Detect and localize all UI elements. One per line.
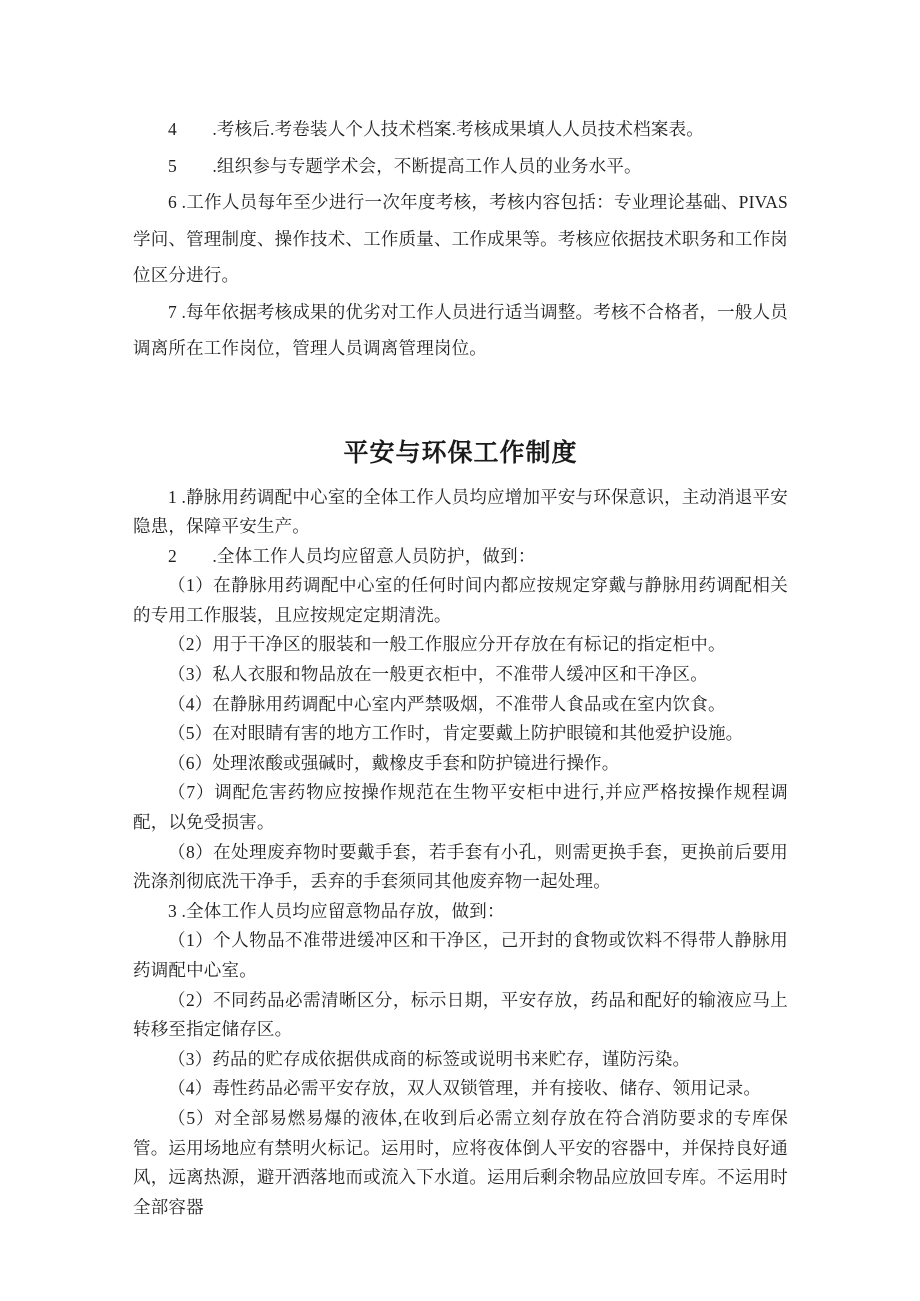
safety-item-2-sub-4: （4）在静脉用药调配中心室内严禁吸烟，不准带人食品或在室内饮食。 — [168, 693, 726, 714]
safety-item-2-sub-2: （2）用于干净区的服装和一般工作服应分开存放在有标记的指定柜中。 — [168, 634, 726, 655]
safety-item-3-sub-3: （3）药品的贮存成依据供成商的标签或说明书来贮存，谨防污染。 — [168, 1048, 691, 1069]
safety-item-3-sub-4: （4）毒性药品必需平安存放，双人双锁管理，并有接收、储存、领用记录。 — [168, 1078, 762, 1099]
assessment-section — [133, 111, 788, 367]
safety-item-3-sub-1: （1）个人物品不准带进缓冲区和干净区，己开封的食物或饮料不得带人静脉用药调配中心室。 — [133, 930, 788, 980]
safety-item-2-sub-3: （3）私人衣服和物品放在一般更衣柜中，不准带人缓冲区和干净区。 — [168, 664, 708, 685]
assessment-item-6: 6 .工作人员每年至少进行一次年度考核，考核内容包括：专业理论基础、PIVAS学问、管理制度、操作技术、工作质量、工作成果等。考核应依据技术职务和工作岗位区分进行。 — [133, 192, 788, 285]
safety-section — [133, 437, 788, 1223]
safety-item-2-sub-8: （8）在处理废弃物时要戴手套，若手套有小孔，则需更换手套，更换前后要用洗涤剂彻底洗干净手，丢弃的手套须同其他废弃物一起处理。 — [133, 841, 788, 892]
safety-section-heading: 平安与环保工作制度 — [343, 439, 578, 467]
assessment-item-7: 7 .每年依据考核成果的优劣对工作人员进行适当调整。考核不合格者，一般人员调离所在工作岗位，管理人员调离管理岗位。 — [133, 301, 788, 358]
safety-item-2-sub-1: （1）在静脉用药调配中心室的任何时间内都应按规定穿戴与静脉用药调配相关的专用工作服装，且应按规定定期清洗。 — [133, 575, 788, 625]
safety-item-3: 3 .全体工作人员均应留意物品存放，做到： — [168, 900, 505, 921]
safety-item-3-sub-2: （2）不同药品必需清晰区分，标示日期，平安存放，药品和配好的输液应马上转移至指定储存区。 — [133, 989, 788, 1040]
assessment-item-4: 4 .考核后.考卷装人个人技术档案.考核成果填人人员技术档案表。 — [168, 119, 704, 139]
safety-item-2-sub-7: （7）调配危害药物应按操作规范在生物平安柜中进行,并应严格按操作规程调配，以免受损害。 — [133, 782, 788, 833]
document-content — [133, 0, 788, 1222]
safety-item-2: 2 .全体工作人员均应留意人员防护，做到： — [168, 545, 536, 566]
assessment-item-5: 5 .组织参与专题学术会，不断提高工作人员的业务水平。 — [168, 155, 642, 176]
safety-item-1: 1 .静脉用药调配中心室的全体工作人员均应增加平安与环保意识，主动消退平安隐患，保障平安生产。 — [133, 486, 788, 537]
safety-item-2-sub-6: （6）处理浓酸或强碱时，戴橡皮手套和防护镜进行操作。 — [168, 752, 620, 773]
safety-item-3-sub-5: （5）对全部易燃易爆的液体,在收到后必需立刻存放在符合消防要求的专库保管。运用场地应有禁明火标记。运用时，应将夜体倒人平安的容器中，并保持良好通风，远离热源，避开洒落地而或流入下水道。运用后剩余物品应放回专库。不运用时全部容器 — [133, 1107, 788, 1217]
safety-item-2-sub-5: （5）在对眼睛有害的地方工作时，肯定要戴上防护眼镜和其他爱护设施。 — [168, 723, 744, 744]
